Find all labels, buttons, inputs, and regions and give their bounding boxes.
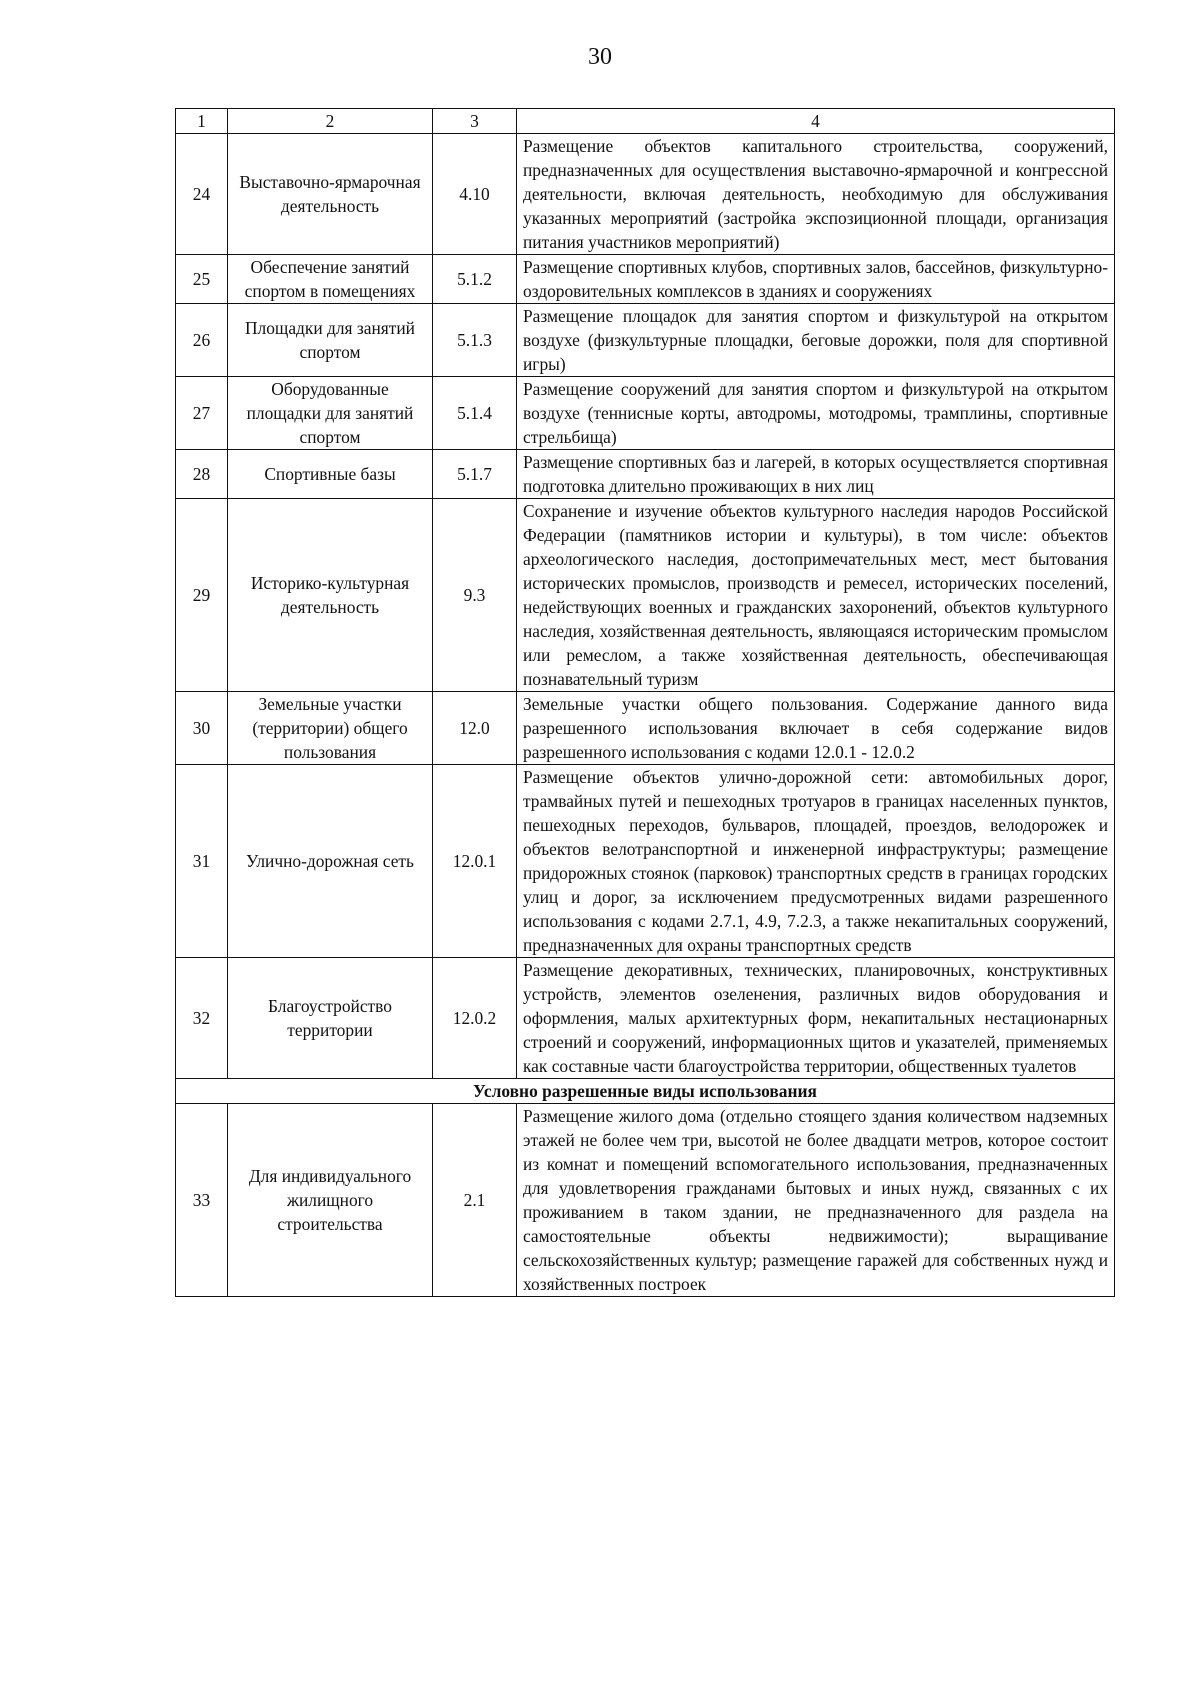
land-use-description: Размещение спортивных клубов, спортивных залов, бассейнов, физкультурно-оздоровительных комплексов в зданиях и сооружениях	[517, 255, 1115, 304]
table-row	[176, 304, 1115, 377]
table-row	[176, 255, 1115, 304]
table-row	[176, 450, 1115, 499]
header-cell: 1	[176, 109, 228, 134]
row-number: 26	[176, 304, 228, 377]
page-number: 30	[588, 44, 612, 70]
land-use-name: Выставочно-ярмарочная деятельность	[228, 134, 433, 255]
land-use-name: Историко-культурная деятельность	[228, 499, 433, 692]
land-use-table	[175, 108, 1115, 1297]
row-number: 33	[176, 1104, 228, 1297]
row-number: 28	[176, 450, 228, 499]
table-header-row	[176, 109, 1115, 134]
table-row	[176, 377, 1115, 450]
land-use-description: Размещение декоративных, технических, планировочных, конструктивных устройств, элементов озеленения, различных видов оборудования и оформления, малых архитектурных форм, некапитальных нестационарных строений и сооружений, информационных щитов и указателей, применяемых как составные части благоустройства территории, общественных туалетов	[517, 958, 1115, 1079]
table-row	[176, 958, 1115, 1079]
land-use-code: 5.1.3	[433, 304, 517, 377]
header-cell: 4	[517, 109, 1115, 134]
row-number: 27	[176, 377, 228, 450]
land-use-code: 5.1.2	[433, 255, 517, 304]
land-use-description: Размещение объектов улично-дорожной сети: автомобильных дорог, трамвайных путей и пешеходных тротуаров в границах населенных пунктов, пешеходных переходов, бульваров, площадей, проездов, велодорожек и объектов велотранспортной и инженерной инфраструктуры; размещение придорожных стоянок (парковок) транспортных средств в границах городских улиц и дорог, за исключением предусмотренных видами разрешенного использования с кодами 2.7.1, 4.9, 7.2.3, а также некапитальных сооружений, предназначенных для охраны транспортных средств	[517, 765, 1115, 958]
land-use-code: 5.1.4	[433, 377, 517, 450]
section-row	[176, 1079, 1115, 1104]
land-use-name: Спортивные базы	[228, 450, 433, 499]
land-use-description: Размещение площадок для занятия спортом и физкультурой на открытом воздухе (физкультурные площадки, беговые дорожки, поля для спортивной игры)	[517, 304, 1115, 377]
table-row	[176, 134, 1115, 255]
table-row	[176, 1104, 1115, 1297]
land-use-code: 12.0.2	[433, 958, 517, 1079]
header-cell: 2	[228, 109, 433, 134]
land-use-description: Сохранение и изучение объектов культурного наследия народов Российской Федерации (памятников истории и культуры), в том числе: объектов археологического наследия, достопримечательных мест, мест бытования исторических промыслов, производств и ремесел, исторических поселений, недействующих военных и гражданских захоронений, объектов культурного наследия, хозяйственная деятельность, являющаяся историческим промыслом или ремеслом, а также хозяйственная деятельность, обеспечивающая познавательный туризм	[517, 499, 1115, 692]
row-number: 25	[176, 255, 228, 304]
land-use-code: 9.3	[433, 499, 517, 692]
land-use-name: Земельные участки (территории) общего пользования	[228, 692, 433, 765]
table-row	[176, 499, 1115, 692]
land-use-name: Оборудованные площадки для занятий спортом	[228, 377, 433, 450]
land-use-description: Размещение сооружений для занятия спортом и физкультурой на открытом воздухе (теннисные корты, автодромы, мотодромы, трамплины, спортивные стрельбища)	[517, 377, 1115, 450]
land-use-description: Размещение жилого дома (отдельно стоящего здания количеством надземных этажей не более чем три, высотой не более двадцати метров, которое состоит из комнат и помещений вспомогательного использования, предназначенных для удовлетворения гражданами бытовых и иных нужд, связанных с их проживанием в таком здании, не предназначенного для раздела на самостоятельные объекты недвижимости); выращивание сельскохозяйственных культур; размещение гаражей для собственных нужд и хозяйственных построек	[517, 1104, 1115, 1297]
land-use-name: Обеспечение занятий спортом в помещениях	[228, 255, 433, 304]
land-use-name: Улично-дорожная сеть	[228, 765, 433, 958]
section-title: Условно разрешенные виды использования	[176, 1079, 1115, 1104]
row-number: 29	[176, 499, 228, 692]
land-use-code: 5.1.7	[433, 450, 517, 499]
land-use-description: Земельные участки общего пользования. Содержание данного вида разрешенного использования включает в себя содержание видов разрешенного использования с кодами 12.0.1 - 12.0.2	[517, 692, 1115, 765]
land-use-code: 12.0.1	[433, 765, 517, 958]
header-cell: 3	[433, 109, 517, 134]
land-use-code: 4.10	[433, 134, 517, 255]
table-row	[176, 692, 1115, 765]
row-number: 30	[176, 692, 228, 765]
table-row	[176, 765, 1115, 958]
row-number: 32	[176, 958, 228, 1079]
land-use-name: Площадки для занятий спортом	[228, 304, 433, 377]
land-use-name: Благоустройство территории	[228, 958, 433, 1079]
land-use-description: Размещение спортивных баз и лагерей, в которых осуществляется спортивная подготовка длительно проживающих в них лиц	[517, 450, 1115, 499]
land-use-code: 2.1	[433, 1104, 517, 1297]
land-use-description: Размещение объектов капитального строительства, сооружений, предназначенных для осуществления выставочно-ярмарочной и конгрессной деятельности, включая деятельность, необходимую для обслуживания указанных мероприятий (застройка экспозиционной площади, организация питания участников мероприятий)	[517, 134, 1115, 255]
land-use-code: 12.0	[433, 692, 517, 765]
row-number: 31	[176, 765, 228, 958]
land-use-name: Для индивидуального жилищного строительства	[228, 1104, 433, 1297]
row-number: 24	[176, 134, 228, 255]
